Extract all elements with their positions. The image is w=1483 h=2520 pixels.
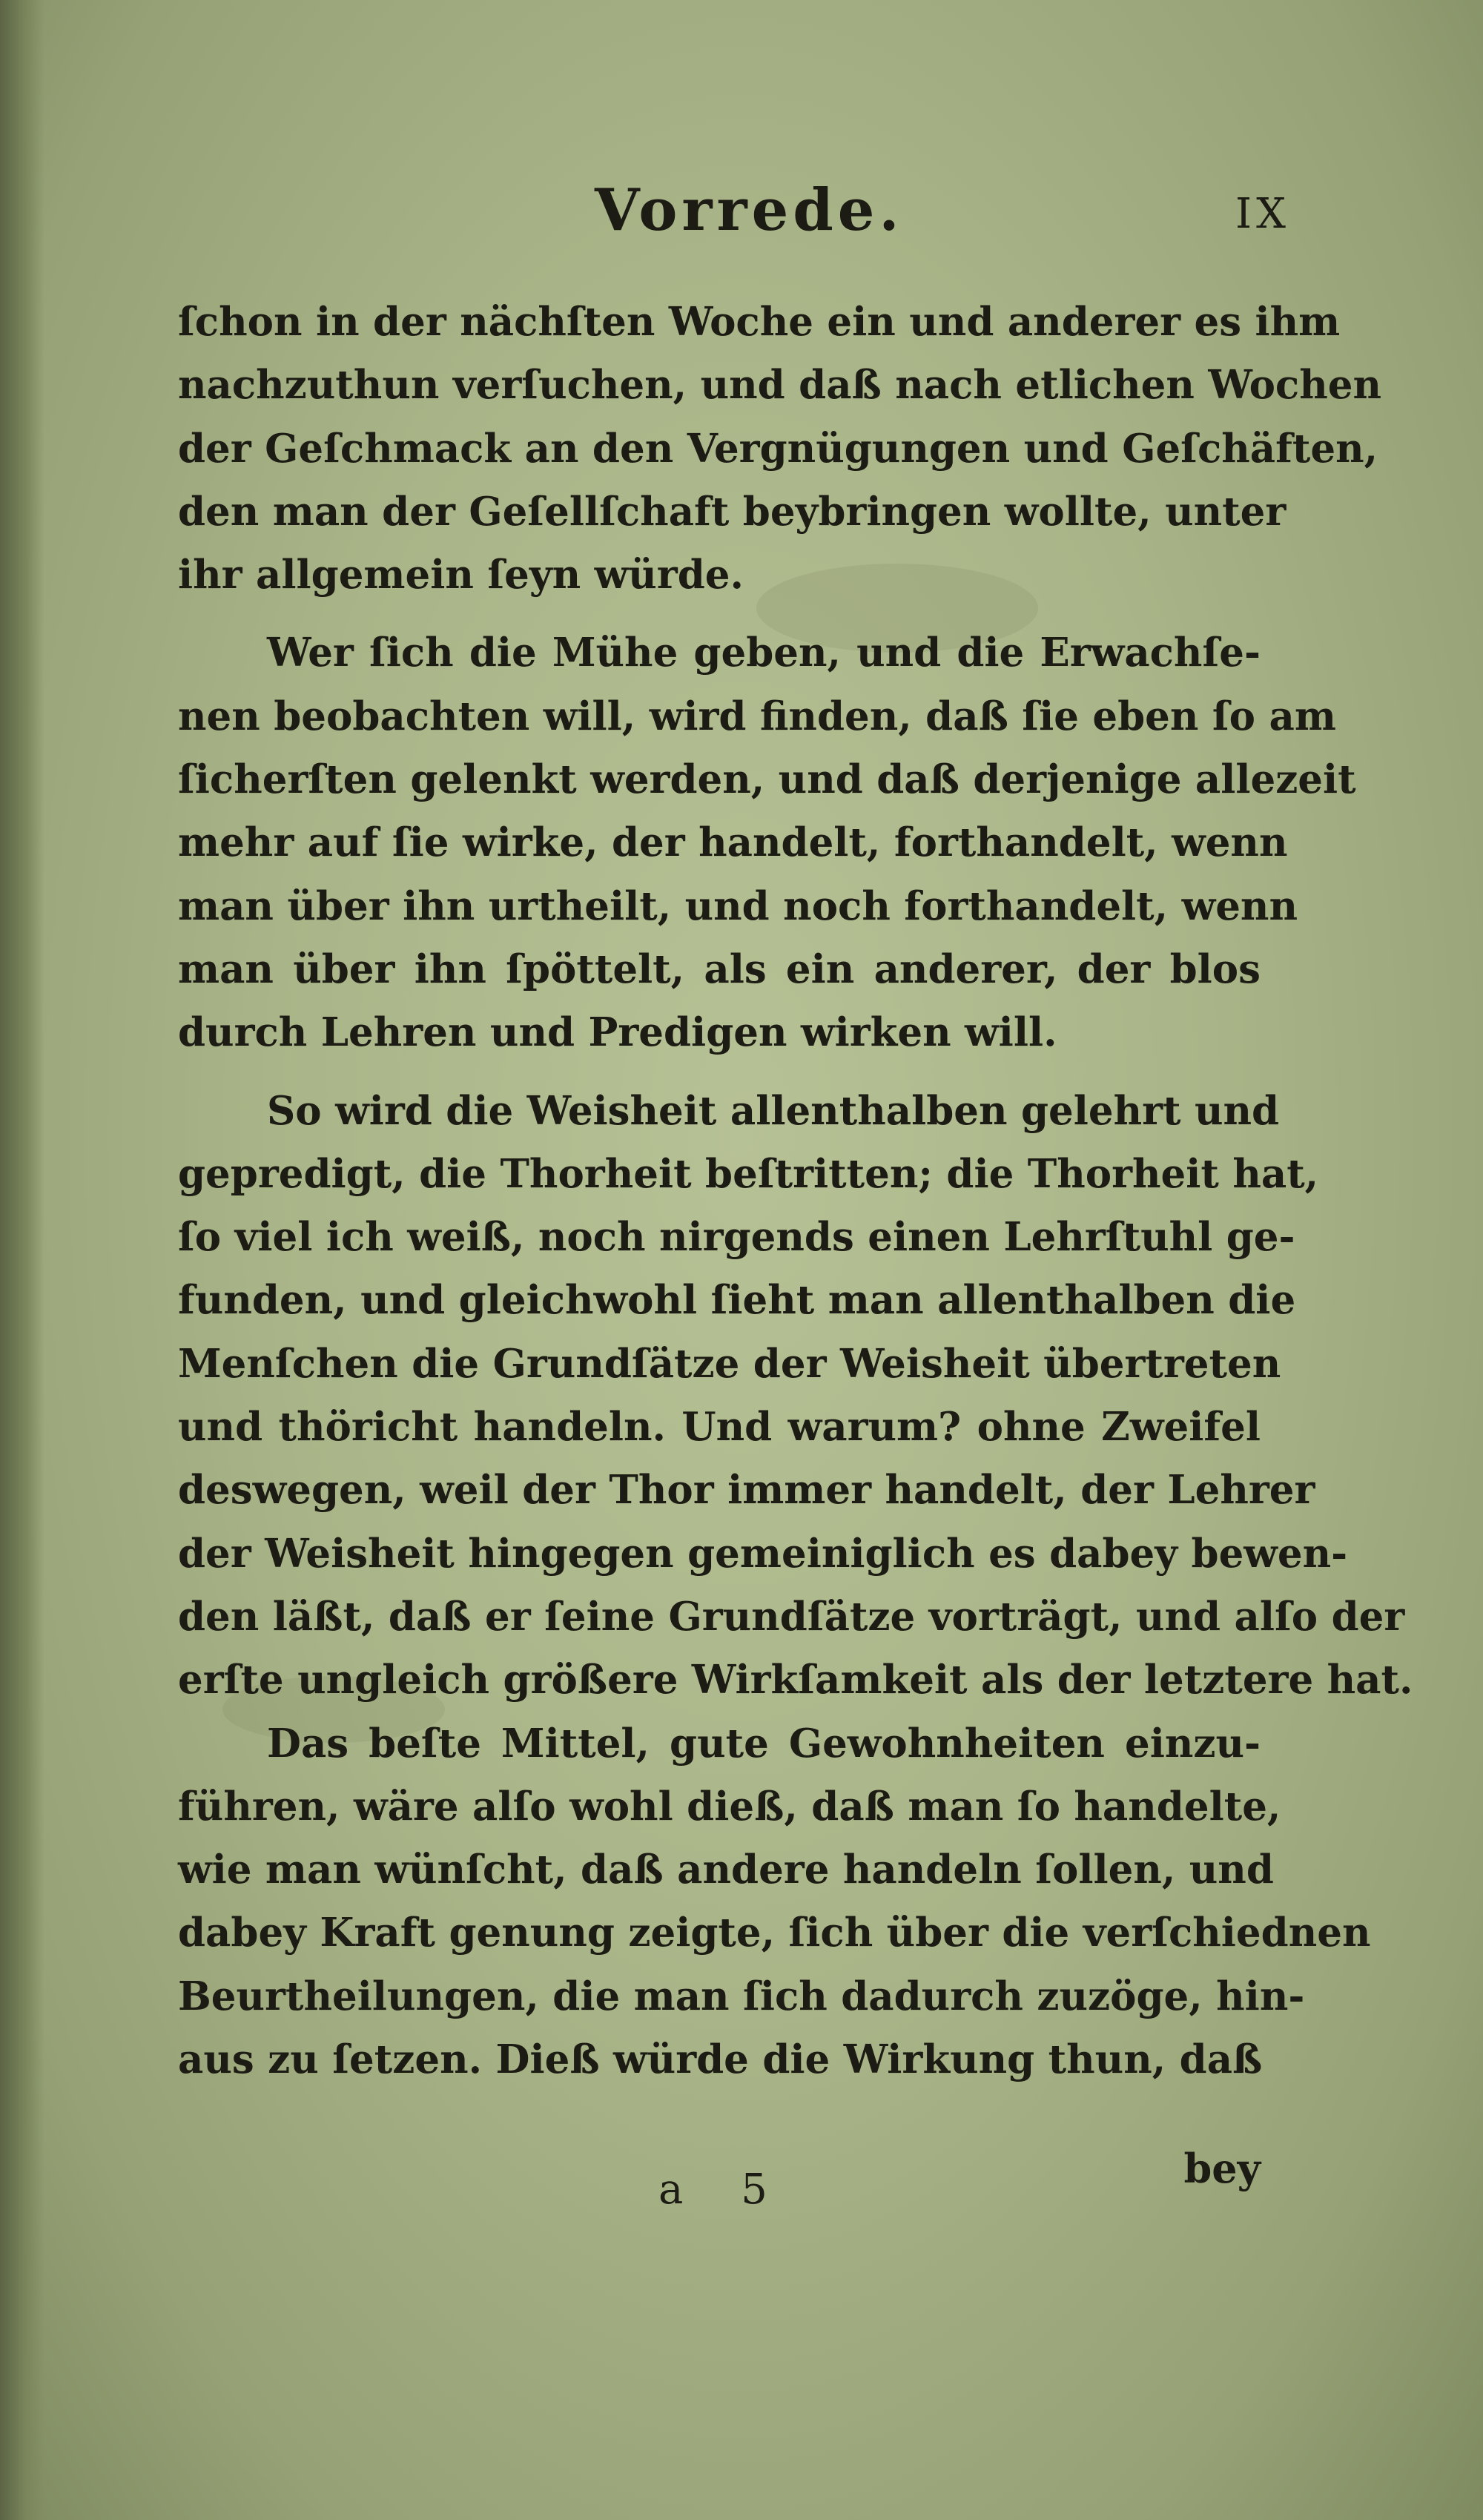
text-line: man über ihn ſpöttelt, als ein anderer, der blos [178, 946, 1261, 992]
text-line: dabey Kraft genung zeigte, ſich über die verſchiednen [178, 1910, 1371, 1956]
text-line: wie man wünſcht, daß andere handeln ſollen, und [178, 1847, 1274, 1893]
text-line: ſchon in der nächſten Woche ein und anderer es ihm [178, 299, 1341, 345]
text-line: den läßt, daß er ſeine Grundſätze vorträgt, und alſo der [178, 1593, 1405, 1640]
text-line: aus zu ſetzen. Dieß würde die Wirkung thun, daß [178, 2036, 1263, 2083]
text-line: Menſchen die Grundſätze der Weisheit übertreten [178, 1340, 1281, 1387]
text-line: und thöricht handeln. Und warum? ohne Zweifel [178, 1404, 1261, 1451]
body-text [178, 291, 1413, 2091]
text-line: Beurtheilungen, die man ſich dadurch zuzöge, hin- [178, 1973, 1305, 2019]
text-line: So wird die Weisheit allenthalben gelehrt und [267, 1087, 1280, 1134]
text-line: der Geſchmack an den Vergnügungen und Geſchäften, [178, 425, 1378, 472]
page-footer [178, 2145, 1261, 2225]
catchword: bey [1183, 2145, 1261, 2192]
text-line: ihr allgemein ſeyn würde. [178, 552, 744, 598]
text-line: ſo viel ich weiß, noch nirgends einen Lehrſtuhl ge- [178, 1214, 1295, 1261]
signature-mark: a 5 [658, 2166, 790, 2214]
text-line: ſicherſten gelenkt werden, und daß derjenige allezeit [178, 756, 1356, 803]
text-line: nen beobachten will, wird finden, daß ſie eben ſo am [178, 693, 1336, 739]
page-binding-edge [0, 0, 44, 2520]
text-line: der Weisheit hingegen gemeiniglich es dabey bewen- [178, 1530, 1348, 1577]
text-line: mehr auf ſie wirke, der handelt, forthandelt, wenn [178, 819, 1288, 866]
page-number: IX [1235, 190, 1290, 238]
page-header [178, 177, 1290, 258]
text-line: man über ihn urtheilt, und noch forthandelt, wenn [178, 883, 1298, 929]
text-line: erſte ungleich größere Wirkſamkeit als der letztere hat. [178, 1657, 1413, 1703]
text-line: Das beſte Mittel, gute Gewohnheiten einzu- [267, 1720, 1261, 1767]
text-line: führen, wäre alſo wohl dieß, daß man ſo handelte, [178, 1783, 1281, 1830]
text-line: funden, und gleichwohl ſieht man allenthalben die [178, 1277, 1296, 1324]
text-line: deswegen, weil der Thor immer handelt, der Lehrer [178, 1467, 1315, 1514]
text-line: durch Lehren und Predigen wirken will. [178, 1009, 1057, 1056]
text-line: den man der Geſellſchaft beybringen wollte, unter [178, 488, 1287, 535]
running-title: Vorrede. [595, 177, 904, 244]
text-line: nachzuthun verſuchen, und daß nach etlichen Wochen [178, 362, 1381, 409]
text-line: gepredigt, die Thorheit beſtritten; die Thorheit hat, [178, 1150, 1319, 1197]
text-line: Wer ſich die Mühe geben, und die Erwachſe- [267, 630, 1261, 676]
